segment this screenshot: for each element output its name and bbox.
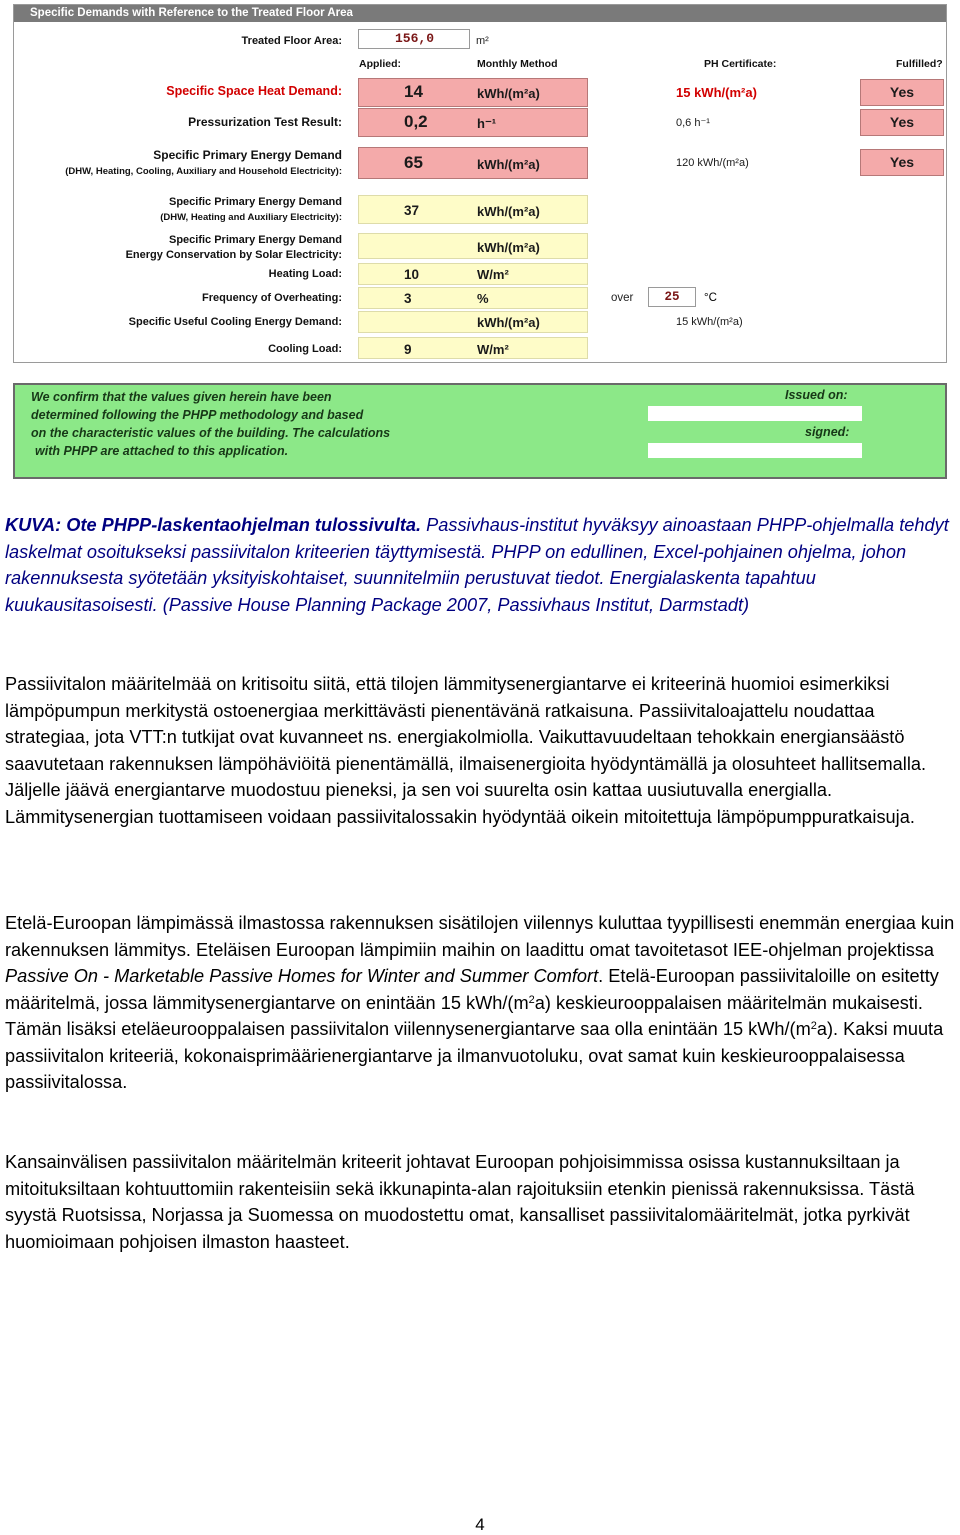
- row-label: Frequency of Overheating:: [202, 292, 342, 304]
- figure-caption: [5, 512, 955, 618]
- row-value: 9: [404, 342, 412, 357]
- value-box: [358, 147, 588, 179]
- confirmation-text: [31, 388, 390, 460]
- row-unit: h⁻¹: [477, 116, 497, 131]
- row-value: 65: [404, 153, 423, 172]
- caption-body: Passivhaus-institut hyväksyy ainoastaan PHPP-ohjelmalla tehdyt laskelmat osoitukseksi passiivitalon kriteerien täyttymisestä. PHPP on edullinen, Excel-pohjainen ohjelma, johon rakennuksesta syötetään yksityiskohtaiset, suunnitelmiin perustuvat tiedot. Energialaskenta tapahtuu kuukausitasoisesti.: [5, 515, 949, 615]
- row-sublabel: Energy Conservation by Solar Electricity:: [125, 249, 342, 261]
- row-label: Specific Space Heat Demand:: [166, 84, 342, 98]
- fulfilled-badge: Yes: [860, 79, 944, 106]
- value-box: [358, 311, 588, 333]
- confirmation-line: determined following the PHPP methodology and based: [31, 408, 364, 422]
- page-number: 4: [475, 1515, 485, 1534]
- confirmation-line: We confirm that the values given herein have been: [31, 390, 332, 404]
- tfa-label: Treated Floor Area:: [241, 35, 342, 47]
- row-unit: kWh/(m²a): [477, 204, 540, 219]
- paragraph-text: a) keskieurooppalaisen määritelmän mukaisesti. Tämän lisäksi eteläeurooppalaisen passiivitalon viilennysenergiantarve saa olla enintään 15 kWh/(m: [5, 992, 923, 1039]
- issued-on-label: Issued on:: [785, 388, 848, 402]
- row-label: Specific Primary Energy Demand: [168, 234, 342, 246]
- value-box: [358, 233, 588, 259]
- row-value: 0,2: [404, 112, 428, 131]
- caption-source: (Passive House Planning Package 2007, Passivhaus Institut, Darmstadt): [162, 594, 750, 615]
- figure-header: Specific Demands with Reference to the Treated Floor Area: [14, 5, 946, 22]
- row-label: Cooling Load:: [268, 343, 342, 355]
- issued-on-field: [648, 406, 862, 421]
- over-label: over: [611, 292, 634, 304]
- value-box: [358, 78, 588, 107]
- row-label: Pressurization Test Result:: [188, 115, 342, 129]
- paragraph-text: . Etelä-Euroopan passiivitaloille on esitetty määritelmä, jossa lämmitysenergiantarve on enintään 15 kWh/(m: [5, 966, 939, 1013]
- paragraph-nordic-definitions: Kansainvälisen passiivitalon määritelmän kriteerit johtavat Euroopan pohjoisimmissa osissa kustannuksiltaan ja mitoituksiltaan kohtuuttomiin rakenteisiin sekä ikkunapinta-alan rajoituksiin etenkin pienissä rakennuksissa. Tästä syystä Ruotsissa, Norjassa ja Suomessa on muodostettu omat, kansalliset passiivitalomääritelmät, jotka pyrkivät huomioimaan pohjoisen ilmaston haasteet.: [5, 1152, 915, 1252]
- row-ph-limit: 15 kWh/(m²a): [676, 316, 743, 328]
- project-name: Passive On - Marketable Passive Homes for Winter and Summer Comfort: [5, 966, 599, 986]
- row-label: Specific Useful Cooling Energy Demand:: [128, 316, 342, 328]
- value-box: [358, 337, 588, 359]
- fulfilled-badge: Yes: [860, 149, 944, 176]
- phpp-result-figure: [13, 4, 947, 363]
- row-value: 3: [404, 291, 412, 306]
- row-label: Specific Primary Energy Demand: [168, 196, 342, 208]
- tfa-value: 156,0: [358, 29, 470, 49]
- confirmation-line: with PHPP are attached to this application.: [35, 444, 289, 458]
- confirmation-box: [13, 383, 947, 479]
- col-fulfilled: Fulfilled?: [896, 58, 943, 70]
- row-value: 37: [404, 203, 420, 218]
- value-box: [358, 287, 588, 309]
- row-unit: kWh/(m²a): [477, 157, 540, 172]
- tfa-unit: m²: [476, 35, 489, 47]
- signature-field: [648, 443, 862, 458]
- row-label: Heating Load:: [268, 268, 342, 280]
- row-value: 14: [404, 82, 423, 101]
- row-ph-limit: 15 kWh/(m²a): [676, 85, 757, 100]
- value-box: [358, 195, 588, 224]
- row-value: 10: [404, 267, 420, 282]
- row-unit: %: [477, 291, 489, 306]
- caption-title: KUVA: Ote PHPP-laskentaohjelman tulossivulta.: [5, 515, 422, 535]
- row-unit: kWh/(m²a): [477, 240, 540, 255]
- row-sublabel: (DHW, Heating, Cooling, Auxiliary and Household Electricity):: [65, 166, 342, 177]
- paragraph-heat-pump-criticism: Passiivitalon määritelmää on kritisoitu siitä, että tilojen lämmitysenergiantarve ei kriteerinä huomioi esimerkiksi lämpöpumpun merkitystä ostoenergiaa merkittävästi pienentävänä ratkaisuna. Passiivitaloajattelu noudattaa strategiaa, jota VTT:n tutkijat ovat kuvanneet ns. energiakolmiolla. Vaikuttavuudeltaan tehokkain energiansäästö saavutetaan rakennuksen lämpöhäviöitä pienentämällä, ilmaisenergioita hyödyntämällä ja olosuhteet hallitsemalla. Jäljelle jäävä energiantarve muodostuu pieneksi, ja sen voi suurelta osin kattaa uusiutuvalla energialla. Lämmitysenergian tuottamiseen voidaan passiivitalossakin hyödyntää oikein mitoitettuja lämpöpumppuratkaisuja.: [5, 674, 927, 827]
- col-applied: Applied:: [359, 58, 401, 70]
- row-ph-limit: 0,6 h⁻¹: [676, 117, 710, 129]
- row-ph-limit: 120 kWh/(m²a): [676, 157, 749, 169]
- value-box: [358, 108, 588, 137]
- row-unit: W/m²: [477, 342, 509, 357]
- col-method: Monthly Method: [477, 58, 558, 70]
- over-temperature-value: 25: [648, 287, 696, 307]
- col-ph-certificate: PH Certificate:: [704, 58, 777, 70]
- row-unit: W/m²: [477, 267, 509, 282]
- confirmation-line: on the characteristic values of the building. The calculations: [31, 426, 391, 440]
- paragraph-text: a). Kaksi muuta passiivitalon kriteeriä, kokonaisprimäärienergiantarve ja ilmanvuotoluku, ovat samat kuin keskieurooppalaisessa passiivitalossa.: [5, 1019, 944, 1092]
- superscript: 2: [528, 993, 535, 1006]
- row-label: Specific Primary Energy Demand: [153, 148, 342, 162]
- value-box: [358, 263, 588, 285]
- row-sublabel: (DHW, Heating and Auxiliary Electricity):: [160, 212, 342, 223]
- fulfilled-badge: Yes: [860, 109, 944, 136]
- signed-label: signed:: [805, 425, 850, 439]
- row-unit: kWh/(m²a): [477, 315, 540, 330]
- paragraph-text: Etelä-Euroopan lämpimässä ilmastossa rakennuksen sisätilojen viilennys kuluttaa tyypillisesti enemmän energiaa kuin rakennuksen lämmitys. Eteläisen Euroopan lämpimiin maihin on laadittu omat tavoitetasot IEE-ohjelman projektissa: [5, 913, 955, 960]
- over-temperature-unit: °C: [704, 292, 717, 304]
- row-unit: kWh/(m²a): [477, 86, 540, 101]
- superscript: 2: [810, 1020, 817, 1032]
- paragraph-southern-europe: [5, 910, 955, 1096]
